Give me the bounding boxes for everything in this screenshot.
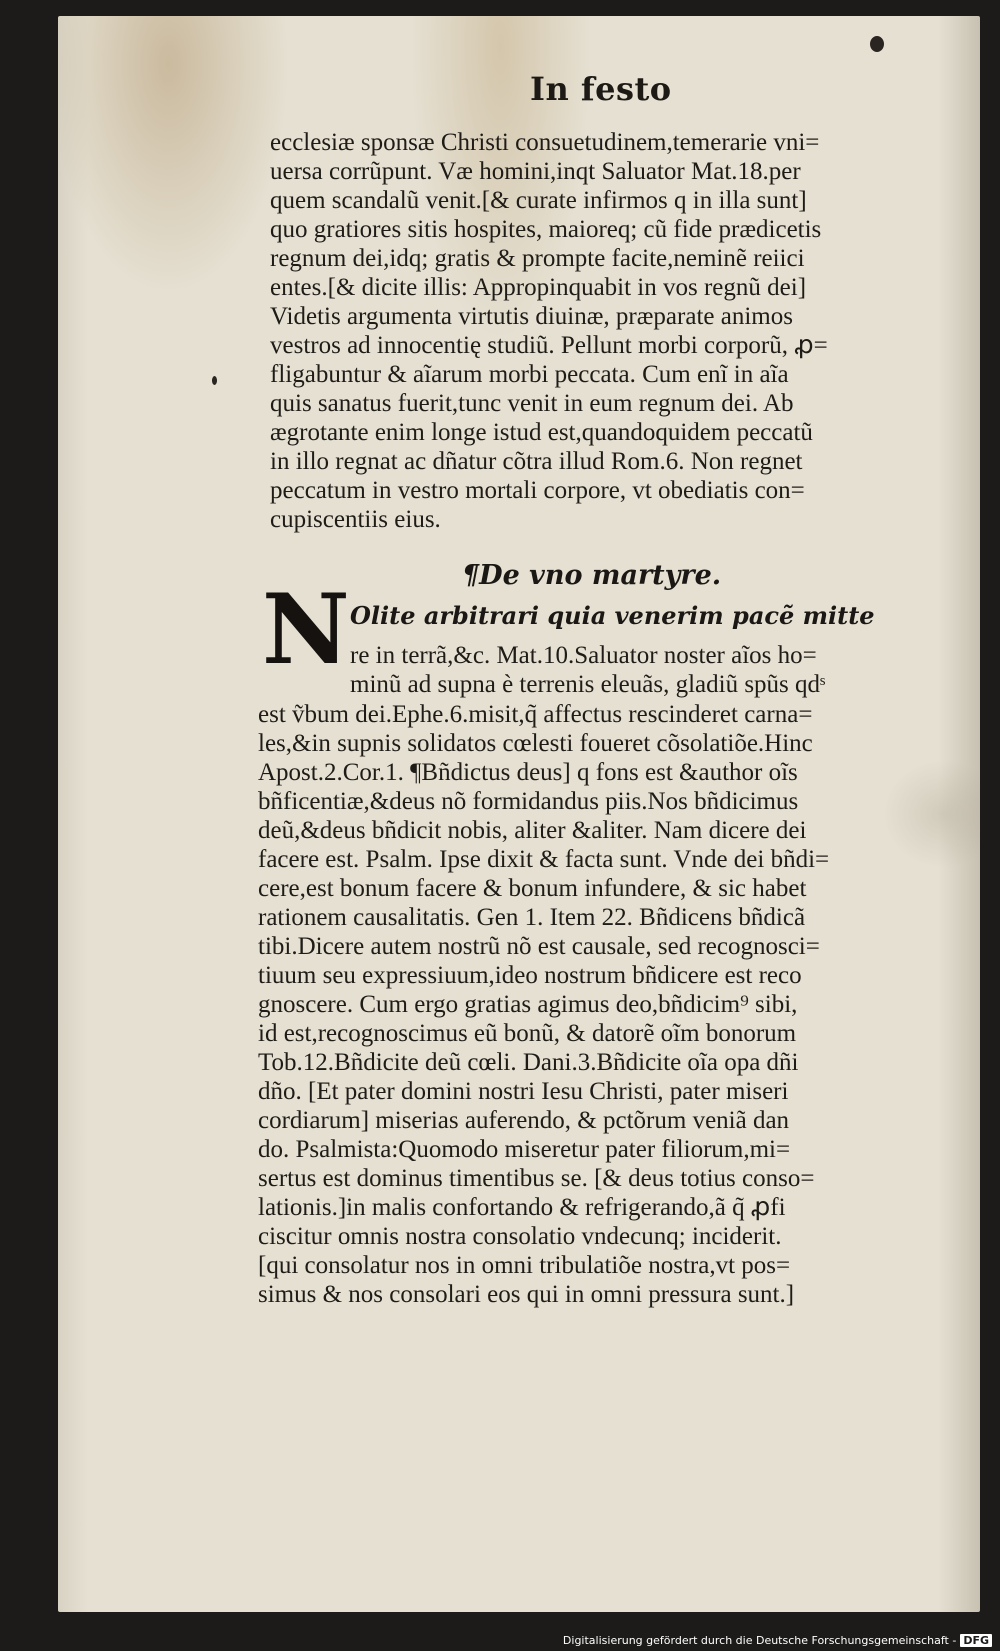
section-heading: ¶De vno martyre. bbox=[462, 560, 722, 591]
text-line: rationem causalitatis. Gen 1. Item 22. Bñdicens bñdicã bbox=[258, 904, 806, 931]
text-line: quo gratiores sitis hospites, maioreq; cũ fide prædicetis bbox=[270, 216, 822, 243]
text-line: id est,recognoscimus eũ bonũ, & datorẽ oĩm bonorum bbox=[258, 1020, 797, 1047]
text-line: vestros ad innocentię studiũ. Pellunt morbi corporũ, ꝓ= bbox=[270, 332, 828, 359]
ink-spot bbox=[870, 36, 884, 52]
text-line: cordiarum] miserias auferendo, & pctõrum veniã dan bbox=[258, 1107, 790, 1134]
text-line: dño. [Et pater domini nostri Iesu Christi, pater miseri bbox=[258, 1078, 789, 1105]
dfg-logo: DFG bbox=[960, 1634, 992, 1647]
text-line: ecclesiæ sponsæ Christi consuetudinem,temerarie vni= bbox=[270, 129, 820, 156]
text-line: gnoscere. Cum ergo gratias agimus deo,bñdicim⁹ sibi, bbox=[258, 991, 798, 1018]
running-head: In festo bbox=[530, 70, 672, 108]
drop-cap-initial: N bbox=[262, 573, 350, 686]
ink-spot bbox=[212, 376, 217, 385]
text-line: Apost.2.Cor.1. ¶Bñdictus deus] q fons est &author oĩs bbox=[258, 759, 798, 786]
text-line: sertus est dominus timentibus se. [& deus totius conso= bbox=[258, 1165, 815, 1192]
text-line: lationis.]in malis confortando & refrigerando,ã q̃ ꝓfi bbox=[258, 1194, 786, 1221]
text-line: entes.[& dicite illis: Appropinquabit in vos regnũ dei] bbox=[270, 274, 807, 301]
text-line: cupiscentiis eius. bbox=[270, 506, 441, 533]
text-line: tiuum seu expressiuum,ideo nostrum bñdicere est reco bbox=[258, 962, 802, 989]
text-line: Tob.12.Bñdicite deũ cœli. Dani.3.Bñdicite oĩa opa dñi bbox=[258, 1049, 799, 1076]
first-line: Olite arbitrari quia venerim pacẽ mitte bbox=[350, 601, 875, 630]
digitization-credit bbox=[563, 1634, 992, 1647]
text-line: bñficentiæ,&deus nõ formidandus piis.Nos bñdicimus bbox=[258, 788, 799, 815]
text-line: quis sanatus fuerit,tunc venit in eum regnum dei. Ab bbox=[270, 390, 794, 417]
text-line: fligabuntur & aĩarum morbi peccata. Cum enĩ in aĩa bbox=[270, 361, 789, 388]
text-line: Videtis argumenta virtutis diuinæ, præparate animos bbox=[270, 303, 793, 330]
text-line: ciscitur omnis nostra consolatio vndecunq; inciderit. bbox=[258, 1223, 782, 1250]
text-line: uersa corrũpunt. Væ homini,inqt Saluator Mat.18.per bbox=[270, 158, 801, 185]
text-line: simus & nos consolari eos qui in omni pressura sunt.] bbox=[258, 1281, 795, 1308]
text-line: in illo regnat ac dñatur cõtra illud Rom.6. Non regnet bbox=[270, 448, 803, 475]
text-line: peccatum in vestro mortali corpore, vt obediatis con= bbox=[270, 477, 805, 504]
text-line: [qui consolatur nos in omni tribulatiõe nostra,vt pos= bbox=[258, 1252, 791, 1279]
text-line: quem scandalũ venit.[& curate infirmos q in illa sunt] bbox=[270, 187, 807, 214]
text-line: ægrotante enim longe istud est,quandoquidem peccatũ bbox=[270, 419, 813, 446]
text-line: facere est. Psalm. Ipse dixit & facta sunt. Vnde dei bñdi= bbox=[258, 846, 830, 873]
text-line: tibi.Dicere autem nostrũ nõ est causale, sed recognosci= bbox=[258, 933, 820, 960]
text-line: minũ ad supna è terrenis eleuãs, gladiũ spũs qdˢ bbox=[350, 671, 826, 698]
credit-text: Digitalisierung gefördert durch die Deutsche Forschungsgemeinschaft - bbox=[562, 1634, 957, 1647]
text-line: re in terrã,&c. Mat.10.Saluator noster aĩos ho= bbox=[350, 642, 817, 669]
text-line: do. Psalmista:Quomodo miseretur pater filiorum,mi= bbox=[258, 1136, 791, 1163]
text-line: est ṽbum dei.Ephe.6.misit,q̃ affectus rescinderet carna= bbox=[258, 701, 813, 728]
text-line: deũ,&deus bñdicit nobis, aliter &aliter. Nam dicere dei bbox=[258, 817, 807, 844]
text-line: regnum dei,idq; gratis & prompte facite,neminẽ reiici bbox=[270, 245, 805, 272]
text-line: les,&in supnis solidatos cœlesti foueret cõsolatiõe.Hinc bbox=[258, 730, 813, 757]
text-line: cere,est bonum facere & bonum infundere, & sic habet bbox=[258, 875, 807, 902]
